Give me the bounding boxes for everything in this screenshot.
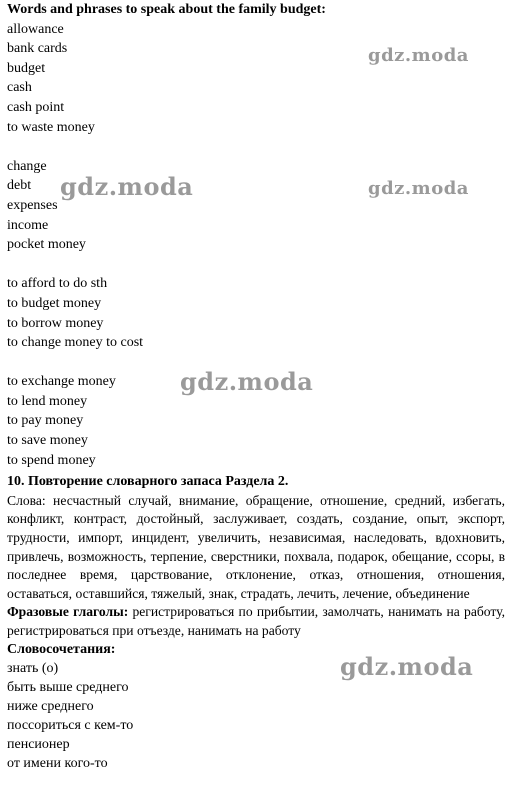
word-item: cash — [7, 80, 32, 96]
word-item: income — [7, 217, 49, 233]
word-item: to waste money — [7, 119, 95, 135]
word-item: to lend money — [7, 393, 88, 409]
collocation-item: пенсионер — [7, 737, 70, 753]
collocation-item: поссориться с кем-то — [7, 718, 134, 734]
watermark: gdz.moda — [180, 367, 314, 396]
word-group-verbs-1 — [7, 274, 505, 352]
watermark: gdz.moda — [368, 178, 469, 199]
section-title: Words and phrases to speak about the family budget: — [7, 2, 326, 17]
word-item: to borrow money — [7, 315, 104, 331]
word-item: expenses — [7, 197, 58, 213]
words-paragraph: Слова: несчастный случай, внимание, обращение, отношение, средний, избегать, конфликт, контраст, достойный, заслуживает, создать, создание, опыт, экспорт, трудности, импорт, инцидент, увеличить, независимая, наследовать, вдохновить, привлечь, возможность, терпение, сверстники, похвала, подарок, обещание, ссоры, в последнее время, царствование, отклонение, отказ, отношения, отношения, оставаться, оставшийся, тяжелый, знак, страдать, лечить, лечение, объединение — [7, 492, 505, 601]
phrasal-verbs-paragraph — [7, 603, 505, 640]
spacer — [7, 137, 505, 157]
phrasal-verbs-label: Фразовые глаголы: — [7, 604, 129, 620]
word-item: cash point — [7, 99, 65, 115]
word-item: bank cards — [7, 41, 68, 57]
watermark: gdz.moda — [368, 45, 469, 66]
word-item: change — [7, 158, 47, 174]
spacer — [7, 255, 505, 275]
word-item: to change money to cost — [7, 335, 144, 351]
word-item: pocket money — [7, 237, 86, 253]
watermark: gdz.moda — [340, 652, 474, 681]
word-group-nouns — [7, 20, 505, 138]
exercise-heading: 10. Повторение словарного запаса Раздела 2. — [7, 474, 289, 490]
collocation-item: ниже среднего — [7, 699, 94, 715]
collocation-item: знать (о) — [7, 661, 59, 677]
word-item: to pay money — [7, 413, 84, 429]
word-item: to afford to do sth — [7, 276, 108, 292]
word-item: to exchange money — [7, 374, 116, 390]
collocations-label: Словосочетания: — [7, 641, 116, 657]
word-item: debt — [7, 178, 32, 194]
collocation-item: быть выше среднего — [7, 680, 129, 696]
word-item: to save money — [7, 433, 88, 449]
collocation-item: от имени кого-то — [7, 756, 108, 772]
word-item: allowance — [7, 21, 64, 37]
watermark: gdz.moda — [60, 172, 194, 201]
phrasal-verbs-text: регистрироваться по прибытии, замолчать, нанимать на работу, регистрироваться при отъезде, нанимать на работу — [7, 604, 505, 638]
word-item: budget — [7, 60, 46, 76]
word-item: to spend money — [7, 452, 96, 468]
word-item: to budget money — [7, 295, 102, 311]
